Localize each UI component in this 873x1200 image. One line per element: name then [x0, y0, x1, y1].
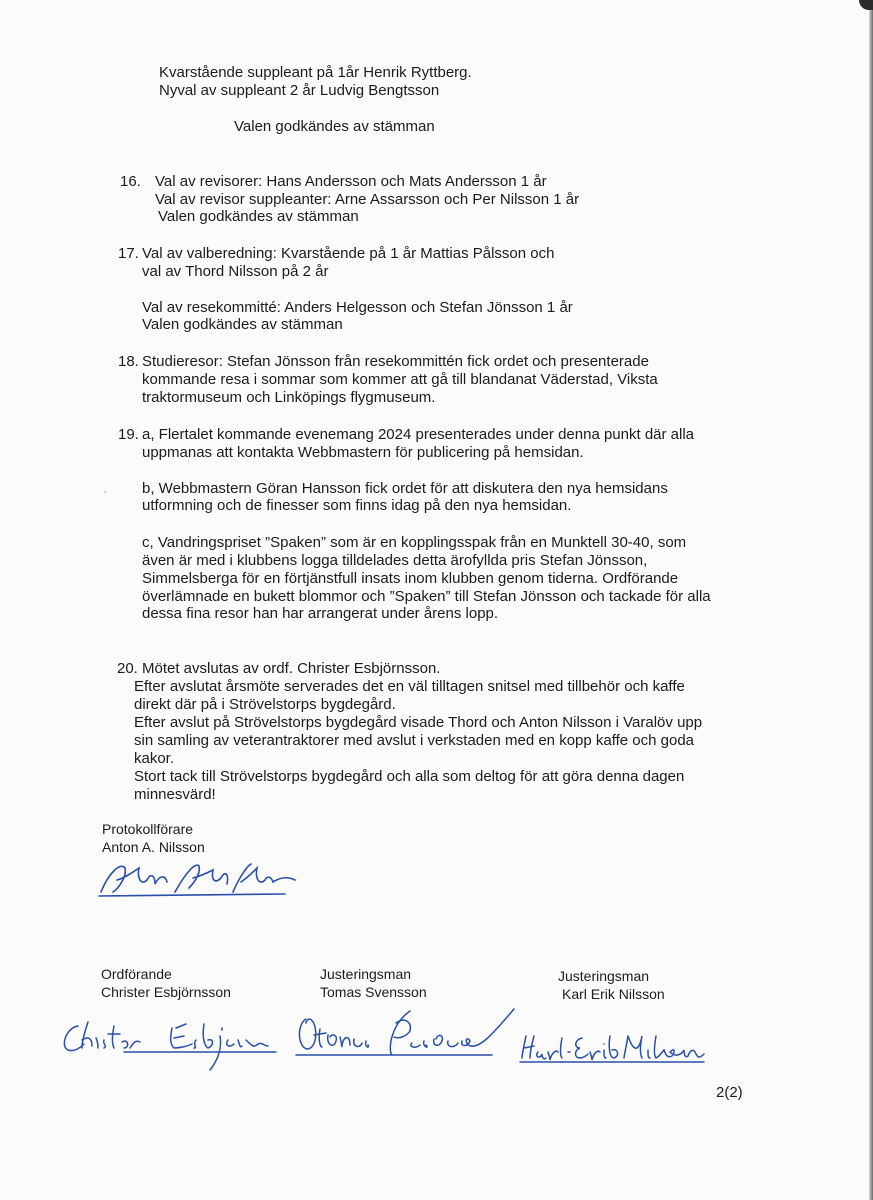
item-16-number: 16.	[120, 173, 141, 190]
item-20-line: Efter avslut på Strövelstorps bygdegård visade Thord och Anton Nilsson i Varalöv upp	[134, 714, 703, 731]
secretary-name: Anton A. Nilsson	[102, 839, 205, 855]
adjuster2-signature	[518, 1030, 718, 1066]
item-17-line: Val av valberedning: Kvarstående på 1 år Mattias Pålsson och	[142, 245, 555, 262]
item-19-line: uppmanas att kontakta Webbmastern för publicering på hemsidan.	[142, 444, 584, 461]
scan-page-edge	[869, 0, 873, 1200]
item-20-line: minnesvärd!	[134, 786, 216, 803]
item-19-line: Simmelsberga för en förtjänstfull insats inom klubben genom tiderna. Ordförande	[142, 570, 679, 587]
item-16-line: Val av revisorer: Hans Andersson och Mats Andersson 1 år	[155, 173, 547, 190]
item-17-number: 17.	[118, 245, 139, 262]
adjuster1-signature	[292, 1005, 522, 1065]
item-19-line: utformning och de finesser som finns idag på den nya hemsidan.	[142, 497, 572, 514]
secretary-role: Protokollförare	[102, 821, 194, 837]
scan-speck: ´	[104, 491, 108, 502]
item-17-line: val av Thord Nilsson på 2 år	[142, 263, 329, 280]
item-17-line: Valen godkändes av stämman	[142, 316, 343, 333]
item-19-line: överlämnade en bukett blommor och ”Spaken” till Stefan Jönsson och tackade för alla	[142, 588, 711, 605]
scan-corner-shadow	[859, 0, 873, 10]
item-20-line: kakor.	[134, 750, 175, 767]
item-20-number: 20.	[117, 660, 138, 677]
intro-line-2: Nyval av suppleant 2 år Ludvig Bengtsson	[159, 82, 440, 99]
item-19-line: c, Vandringspriset ”Spaken” som är en kopplingsspak från en Munktell 30-40, som	[142, 534, 687, 551]
item-19-line: b, Webbmastern Göran Hansson fick ordet för att diskutera den nya hemsidans	[142, 480, 668, 497]
item-20-line: Efter avslutat årsmöte serverades det en väl tilltagen snitsel med tillbehör och kaffe	[134, 678, 685, 695]
item-19-line: dessa fina resor han har arrangerat under årens lopp.	[142, 605, 499, 622]
item-17-line: Val av resekommitté: Anders Helgesson och Stefan Jönsson 1 år	[142, 299, 573, 316]
item-18-number: 18.	[118, 353, 139, 370]
item-19-number: 19.	[118, 426, 139, 443]
adjuster1-name: Tomas Svensson	[320, 984, 427, 1000]
item-16-line: Val av revisor suppleanter: Arne Assarsson och Per Nilsson 1 år	[155, 191, 580, 208]
item-20-line: sin samling av veterantraktorer med avslut i verkstaden med en kopp kaffe och goda	[134, 732, 695, 749]
adjuster2-name: Karl Erik Nilsson	[562, 986, 665, 1002]
adjuster1-role: Justeringsman	[320, 966, 412, 982]
item-20-line: direkt där på i Strövelstorps bygdegård.	[134, 696, 396, 713]
intro-approval: Valen godkändes av stämman	[234, 118, 435, 135]
item-18-line: Studieresor: Stefan Jönsson från resekommittén fick ordet och presenterade	[142, 353, 649, 370]
adjuster2-role: Justeringsman	[558, 968, 650, 984]
item-20-line: Stort tack till Strövelstorps bygdegård och alla som deltog för att göra denna dagen	[134, 768, 685, 785]
chair-signature	[58, 1018, 283, 1078]
item-16-line: Valen godkändes av stämman	[158, 208, 359, 225]
item-19-line: även är med i klubbens logga tilldelades detta ärofyllda pris Stefan Jönsson,	[142, 552, 648, 569]
item-20-line: Mötet avslutas av ordf. Christer Esbjörnsson.	[142, 660, 441, 677]
item-19-line: a, Flertalet kommande evenemang 2024 presenterades under denna punkt där alla	[142, 426, 695, 443]
page-number: 2(2)	[716, 1084, 743, 1101]
chair-role: Ordförande	[101, 966, 172, 982]
item-18-line: kommande resa i sommar som kommer att gå till blandanat Väderstad, Viksta	[142, 371, 658, 388]
secretary-signature	[95, 858, 305, 898]
chair-name: Christer Esbjörnsson	[101, 984, 231, 1000]
item-18-line: traktormuseum och Linköpings flygmuseum.	[142, 389, 436, 406]
intro-line-1: Kvarstående suppleant på 1år Henrik Ryttberg.	[159, 64, 472, 81]
